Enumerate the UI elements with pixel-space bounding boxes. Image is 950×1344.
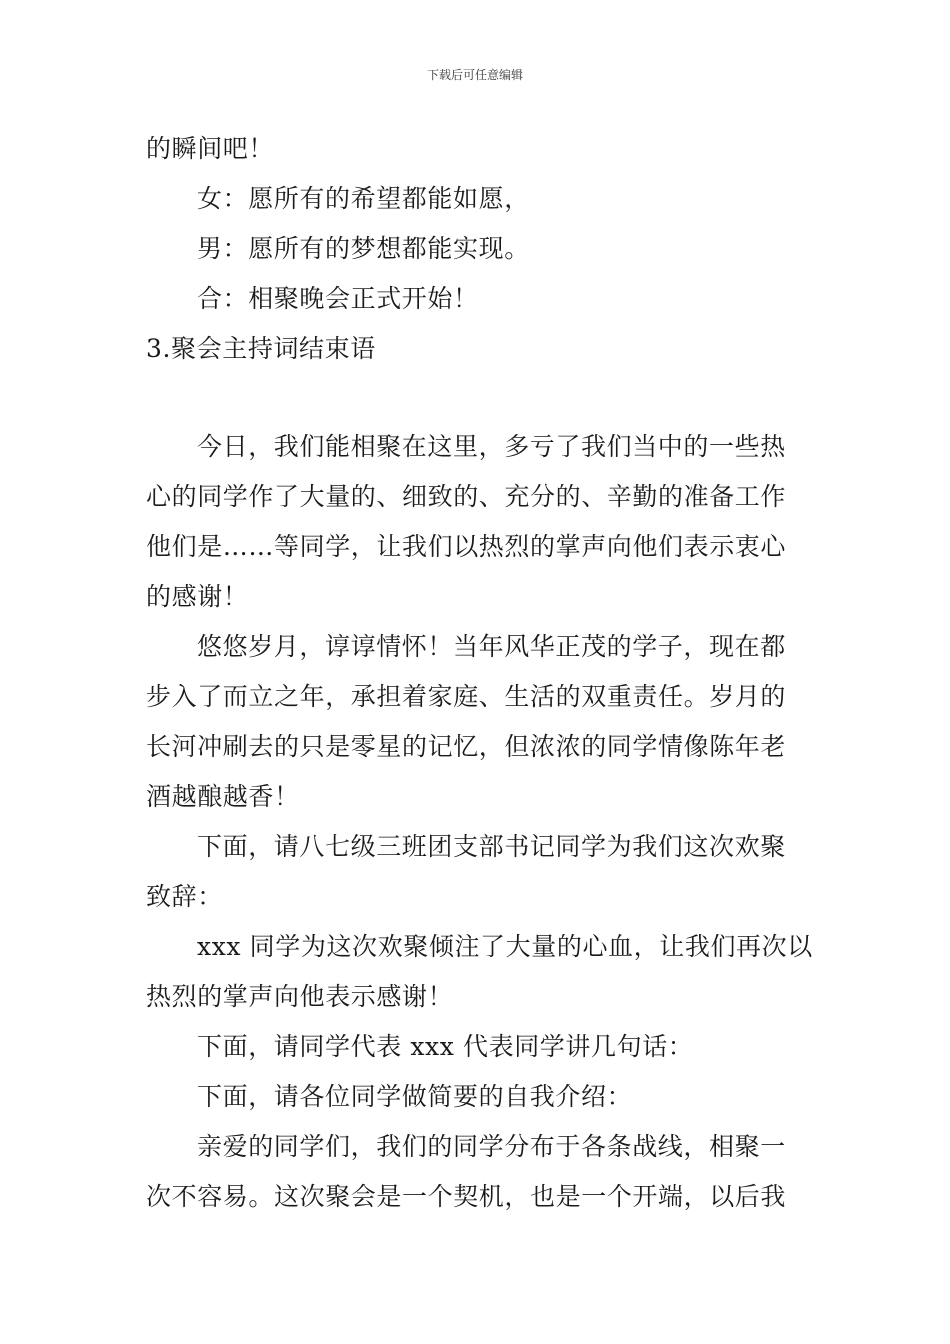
text-line: 下面，请同学代表 xxx 代表同学讲几句话： (197, 1032, 694, 1061)
text-line: 下面，请各位同学做简要的自我介绍： (197, 1082, 633, 1111)
text-line: 下面，请八七级三班团支部书记同学为我们这次欢聚 (197, 832, 786, 861)
section-heading: 3.聚会主持词结束语 (146, 334, 376, 363)
text-line: 的感谢！ (146, 582, 249, 611)
text-line: 步入了而立之年，承担着家庭、生活的双重责任。岁月的 (146, 682, 787, 711)
text-line: 长河冲刷去的只是零星的记忆，但浓浓的同学情像陈年老 (146, 732, 787, 761)
text-line: xxx 同学为这次欢聚倾注了大量的心血，让我们再次以 (197, 932, 813, 961)
text-line: 合：相聚晚会正式开始！ (197, 284, 479, 313)
page-header-note: 下载后可任意编辑 (426, 68, 523, 82)
text-line: 悠悠岁月，谆谆情怀！当年风华正茂的学子，现在都 (197, 632, 786, 661)
text-line: 心的同学作了大量的、细致的、充分的、辛勤的准备工作 (146, 482, 787, 511)
text-line: 的瞬间吧！ (146, 134, 275, 163)
text-line: 女：愿所有的希望都能如愿， (197, 184, 530, 213)
text-line: 致辞： (146, 882, 223, 911)
text-line: 他们是……等同学，让我们以热烈的掌声向他们表示衷心 (146, 532, 787, 561)
text-line: 热烈的掌声向他表示感谢！ (146, 982, 454, 1011)
text-line: 今日，我们能相聚在这里，多亏了我们当中的一些热 (197, 432, 786, 461)
text-line: 次不容易。这次聚会是一个契机，也是一个开端，以后我 (146, 1182, 787, 1211)
text-line: 亲爱的同学们，我们的同学分布于各条战线，相聚一 (197, 1132, 786, 1161)
text-line: 男：愿所有的梦想都能实现。 (197, 234, 530, 263)
text-line: 酒越酿越香！ (146, 782, 300, 811)
